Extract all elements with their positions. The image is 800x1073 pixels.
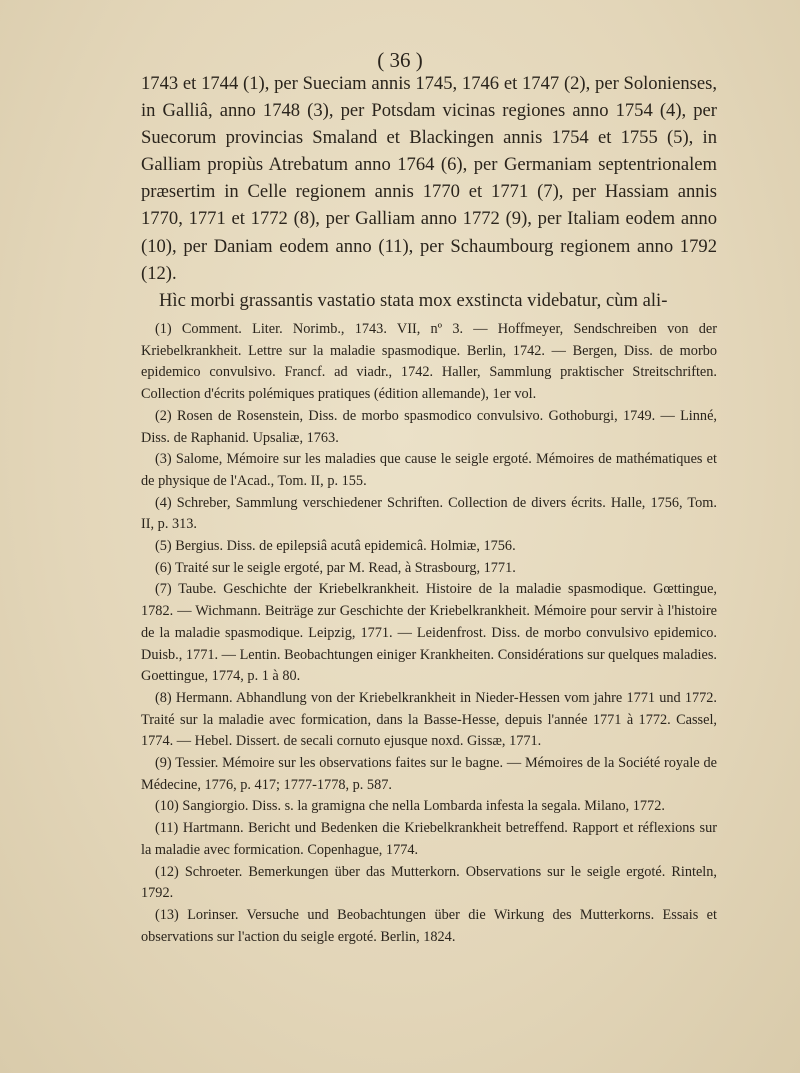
- footnote-9: (9) Tessier. Mémoire sur les observations faites sur le bagne. — Mémoires de la Société royale de Médecine, 1776, p. 417; 1777-1778, p. 587.: [141, 755, 717, 793]
- footnote-13: (13) Lorinser. Versuche und Beobachtungen über die Wirkung des Mutterkorns. Essais et observations sur l'action du seigle ergoté. Berlin, 1824.: [141, 906, 717, 945]
- footnote-10: (10) Sangiorgio. Diss. s. la gramigna che nella Lombarda infesta la segala. Milano, 1772.: [155, 798, 665, 815]
- main-paragraph: 1743 et 1744 (1), per Sueciam annis 1745, 1746 et 1747 (2), per Solonienses, in Galliâ, anno 1748 (3), per Potsdam vicinas regiones anno 1754 (4), per Suecorum provincias Smaland et Blackingen annis 1754 et 1755 (5), in Galliam propiùs Atrebatum anno 1764 (6), per Germaniam septentrionalem præsertim in Celle regionem annis 1770 et 1771 (7), per Hassiam annis 1770, 1771 et 1772 (8), per Galliam anno 1772 (9), per Italiam eodem anno (10), per Daniam eodem anno (11), per Schaumbourg regionem anno 1792 (12).: [141, 73, 717, 284]
- footnotes-list: [141, 319, 717, 948]
- continuation-paragraph: Hìc morbi grassantis vastatio stata mox exstincta videbatur, cùm ali-: [159, 289, 668, 311]
- footnote-6: (6) Traité sur le seigle ergoté, par M. Read, à Strasbourg, 1771.: [155, 559, 516, 576]
- footnote-2: (2) Rosen de Rosenstein, Diss. de morbo spasmodico convulsivo. Gothoburgi, 1749. — Linné, Diss. de Raphanid. Upsaliæ, 1763.: [141, 407, 717, 446]
- footnote-12: (12) Schroeter. Bemerkungen über das Mutterkorn. Observations sur le seigle ergoté. Rinteln, 1792.: [141, 863, 717, 902]
- footnote-11: (11) Hartmann. Bericht und Bedenken die Kriebelkrankheit betreffend. Rapport et réflexions sur la maladie avec formication. Copenhague, 1774.: [141, 820, 717, 858]
- footnote-3: (3) Salome, Mémoire sur les maladies que cause le seigle ergoté. Mémoires de mathématiques et de physique de l'Acad., Tom. II, p. 155.: [141, 451, 717, 489]
- footnote-8: (8) Hermann. Abhandlung von der Kriebelkrankheit in Nieder-Hessen vom jahre 1771 und 1772. Traité sur la maladie avec formication, dans la Basse-Hesse, depuis l'année 1771 à 1772. Cassel, 1774. — Hebel. Dissert. de secali cornuto ejusque noxd. Gissæ, 1771.: [141, 689, 717, 750]
- page-number: ( 36 ): [377, 48, 423, 72]
- footnote-5: (5) Bergius. Diss. de epilepsiâ acutâ epidemicâ. Holmiæ, 1756.: [155, 538, 516, 555]
- footnote-7: (7) Taube. Geschichte der Kriebelkrankheit. Histoire de la maladie spasmodique. Gœttingue, 1782. — Wichmann. Beiträge zur Geschichte der Kriebelkrankheit. Mémoire pour servir à l'histoire de la maladie spasmodique. Leipzig, 1771. — Leidenfrost. Diss. de morbo convulsivo epidemico. Duisb., 1771. — Lentin. Beobachtungen einiger Krankheiten. Considérations sur quelques maladies. Goettingue, 1774, p. 1 à 80.: [141, 581, 717, 685]
- main-text: [141, 70, 717, 314]
- footnote-4: (4) Schreber, Sammlung verschiedener Schriften. Collection de divers écrits. Halle, 1756, Tom. II, p. 313.: [141, 494, 717, 533]
- footnote-1: (1) Comment. Liter. Norimb., 1743. VII, nº 3. — Hoffmeyer, Sendschreiben von der Kriebelkrankheit. Lettre sur la maladie spasmodique. Berlin, 1742. — Bergen, Diss. de morbo epidemico convulsivo. Francf. ad viadr., 1742. Haller, Sammlung praktischer Streitschriften. Collection d'écrits polémiques pratiques (édition allemande), 1er vol.: [141, 321, 717, 403]
